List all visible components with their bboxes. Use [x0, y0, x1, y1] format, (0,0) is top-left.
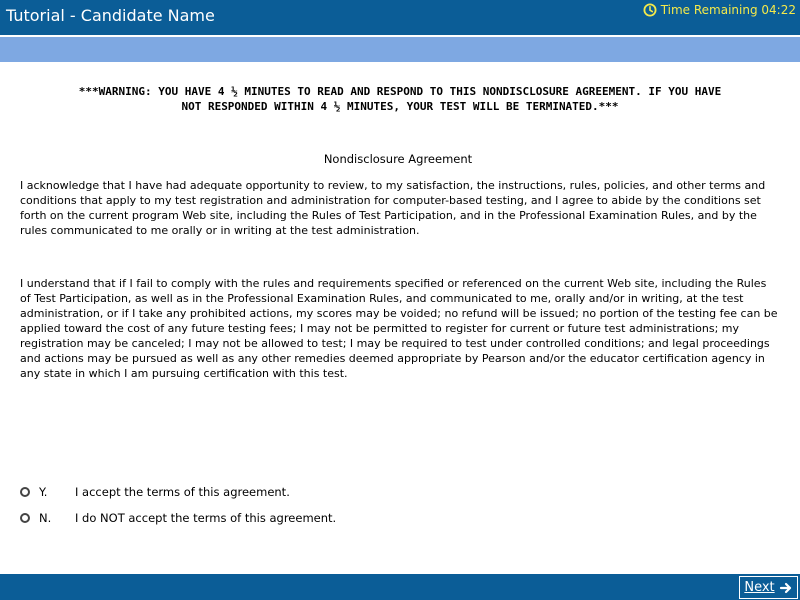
- app-title: Tutorial - Candidate Name: [6, 6, 215, 25]
- clock-icon: [643, 3, 657, 17]
- option-decline-letter: N.: [39, 511, 52, 525]
- next-button[interactable]: [739, 576, 798, 599]
- arrow-right-icon: [779, 581, 793, 595]
- radio-decline[interactable]: [20, 513, 30, 523]
- radio-accept[interactable]: [20, 487, 30, 497]
- option-decline[interactable]: [20, 510, 336, 526]
- agreement-paragraph-1: I acknowledge that I have had adequate opportunity to review, to my satisfaction, the instructions, rules, policies, and other terms and conditions that apply to my test registration and administration for computer-based testing, and I agree to abide by the conditions set forth on the current program Web site, including the Rules of Test Participation, and in the Professional Examination Rules, and by the rules communicated to me orally or in writing at the test administration.: [20, 179, 766, 237]
- time-remaining-text: Time Remaining 04:22: [660, 3, 796, 17]
- warning-message: [10, 84, 790, 114]
- agreement-heading: Nondisclosure Agreement: [323, 152, 473, 166]
- warning-line-1: ***WARNING: YOU HAVE 4 ½ MINUTES TO READ AND RESPOND TO THIS NONDISCLOSURE AGREEMENT. IF YOU HAVE: [78, 85, 722, 98]
- option-accept-letter: Y.: [39, 485, 48, 499]
- option-decline-text: I do NOT accept the terms of this agreement.: [75, 511, 337, 525]
- warning-line-2: NOT RESPONDED WITHIN 4 ½ MINUTES, YOUR TEST WILL BE TERMINATED.***: [181, 100, 619, 113]
- title-bar: [0, 0, 800, 35]
- next-label: Next: [744, 580, 775, 595]
- option-accept[interactable]: [20, 484, 290, 500]
- option-accept-text: I accept the terms of this agreement.: [75, 485, 290, 499]
- agreement-paragraph-2: I understand that if I fail to comply with the rules and requirements specified or referenced on the current Web site, including the Rules of Test Participation, as well as in the Professional Examination Rules, and communicated to me, orally and/or in writing, at the test administration, or if I take any prohibited actions, my scores may be voided; no refund will be issued; no portion of the testing fee can be applied toward the cost of any future testing fees; I may not be permitted to register for current or future test administrations; my registration may be canceled; I may not be allowed to test; I may be required to test under controlled conditions; and legal proceedings and actions may be pursued as well as any other remedies deemed appropriate by Pearson and/or the educator certification agency in any state in which I am pursuing certification with this test.: [20, 277, 778, 380]
- bottom-bar: [0, 574, 800, 600]
- toolbar-strip: [0, 37, 800, 62]
- time-remaining: [643, 2, 796, 18]
